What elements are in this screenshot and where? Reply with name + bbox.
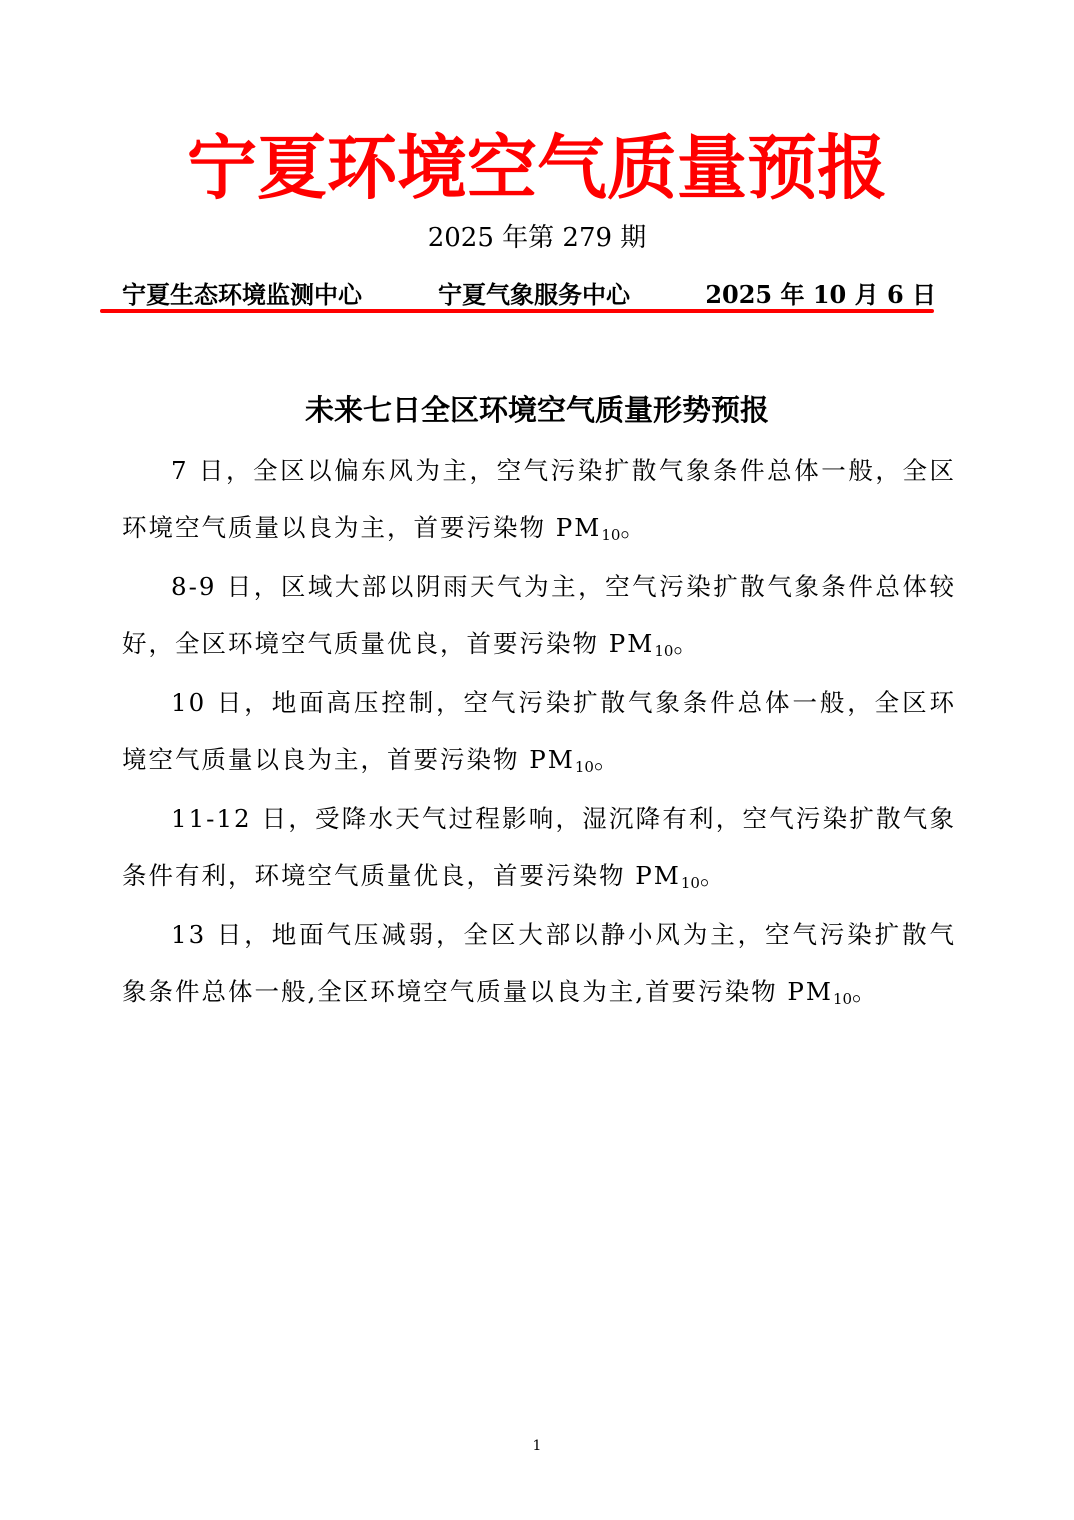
document-title: 宁夏环境空气质量预报: [187, 126, 887, 209]
forecast-body: [122, 443, 956, 1023]
publisher-row: [122, 278, 936, 312]
forecast-paragraph: 8-9 日，区域大部以阴雨天气为主，空气污染扩散气象条件总体较好，全区环境空气质量优良，首要污染物 $PM_{10}$。: [122, 572, 956, 660]
forecast-paragraph: 13 日，地面气压减弱，全区大部以静小风为主，空气污染扩散气象条件总体一般,全区环境空气质量以良为主,首要污染物 $PM_{10}$。: [122, 920, 956, 1008]
publisher-meteorological-center: 宁夏气象服务中心: [438, 280, 630, 309]
section-title: 未来七日全区环境空气质量形势预报: [304, 393, 769, 427]
publisher-monitoring-center: 宁夏生态环境监测中心: [122, 280, 362, 309]
red-divider-line: [100, 309, 934, 313]
issue-number: 2025 年第 279 期: [427, 223, 647, 253]
publish-date: 2025 年 10 月 6 日: [705, 280, 936, 309]
page-number: 1: [532, 1438, 542, 1454]
forecast-paragraph: 11-12 日，受降水天气过程影响，湿沉降有利，空气污染扩散气象条件有利，环境空气质量优良，首要污染物 $PM_{10}$。: [122, 804, 956, 892]
forecast-paragraph: 7 日，全区以偏东风为主，空气污染扩散气象条件总体一般，全区环境空气质量以良为主，首要污染物 $PM_{10}$。: [122, 456, 956, 544]
forecast-paragraph: 10 日，地面高压控制，空气污染扩散气象条件总体一般，全区环境空气质量以良为主，首要污染物 $PM_{10}$。: [122, 688, 956, 776]
